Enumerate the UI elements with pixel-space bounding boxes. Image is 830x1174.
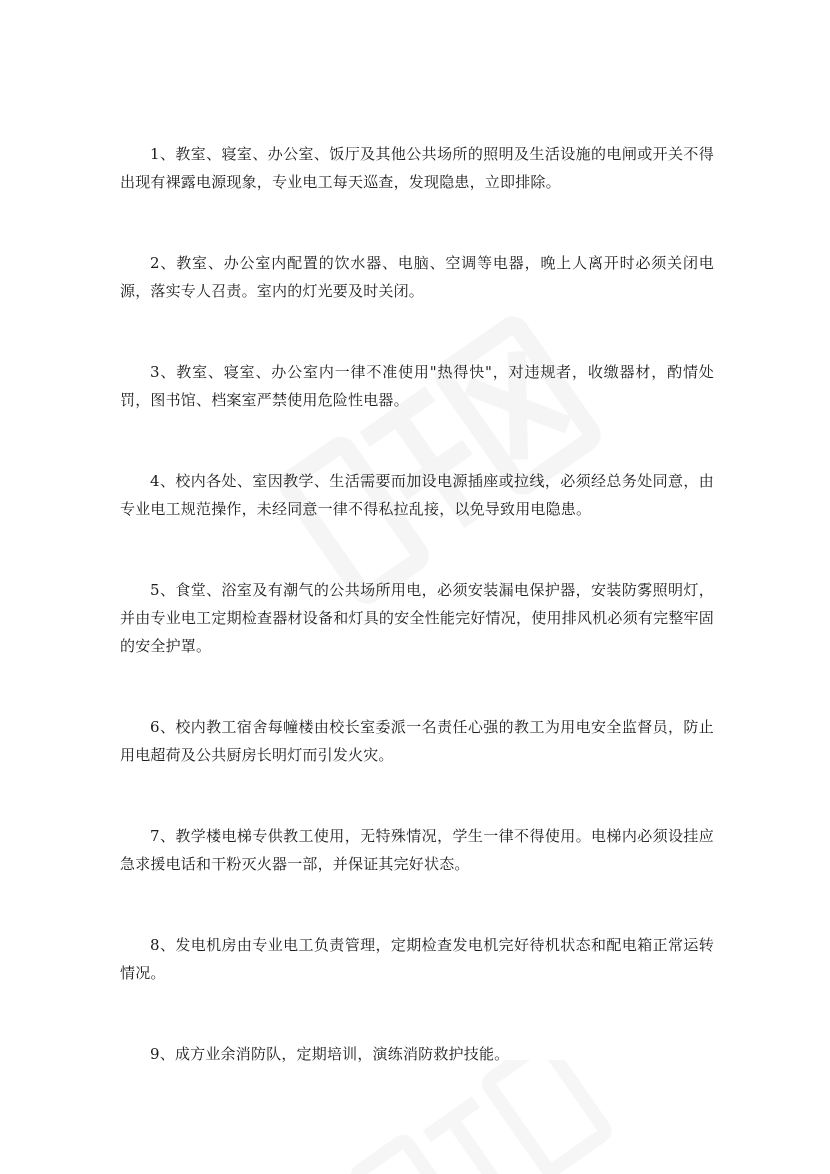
watermark-logo-icon xyxy=(330,1060,630,1174)
rule-item: 4、校内各处、室因教学、生活需要而加设电源插座或拉线，必须经总务处同意，由专业电工规范操作，未经同意一律不得私拉乱接，以免导致用电隐患。 xyxy=(120,472,714,518)
rule-item: 2、教室、办公室内配置的饮水器、电脑、空调等电器，晚上人离开时必须关闭电源，落实专人召责。室内的灯光要及时关闭。 xyxy=(120,254,714,300)
safety-rules-list xyxy=(120,140,714,1068)
rule-item: 5、食堂、浴室及有潮气的公共场所用电，必须安装漏电保护器，安装防雾照明灯，并由专业电工定期检查器材设备和灯具的安全性能完好情况，使用排风机必须有完整牢固的安全护罩。 xyxy=(120,581,714,655)
rule-item: 9、成方业余消防队，定期培训，演练消防救护技能。 xyxy=(150,1045,510,1063)
rule-item: 1、教室、寝室、办公室、饭厅及其他公共场所的照明及生活设施的电闸或开关不得出现有裸露电源现象，专业电工每天巡查，发现隐患，立即排除。 xyxy=(120,145,714,191)
rule-item: 8、发电机房由专业电工负责管理，定期检查发电机完好待机状态和配电箱正常运转情况。 xyxy=(120,936,714,982)
rule-item: 3、教室、寝室、办公室内一律不准使用"热得快"，对违规者，收缴器材，酌情处罚，图书馆、档案室严禁使用危险性电器。 xyxy=(120,363,714,409)
rule-item: 7、教学楼电梯专供教工使用，无特殊情况，学生一律不得使用。电梯内必须设挂应急求援电话和干粉灭火器一部，并保证其完好状态。 xyxy=(120,827,714,873)
rule-item: 6、校内教工宿舍每幢楼由校长室委派一名责任心强的教工为用电安全监督员，防止用电超荷及公共厨房长明灯而引发火灾。 xyxy=(120,718,714,764)
